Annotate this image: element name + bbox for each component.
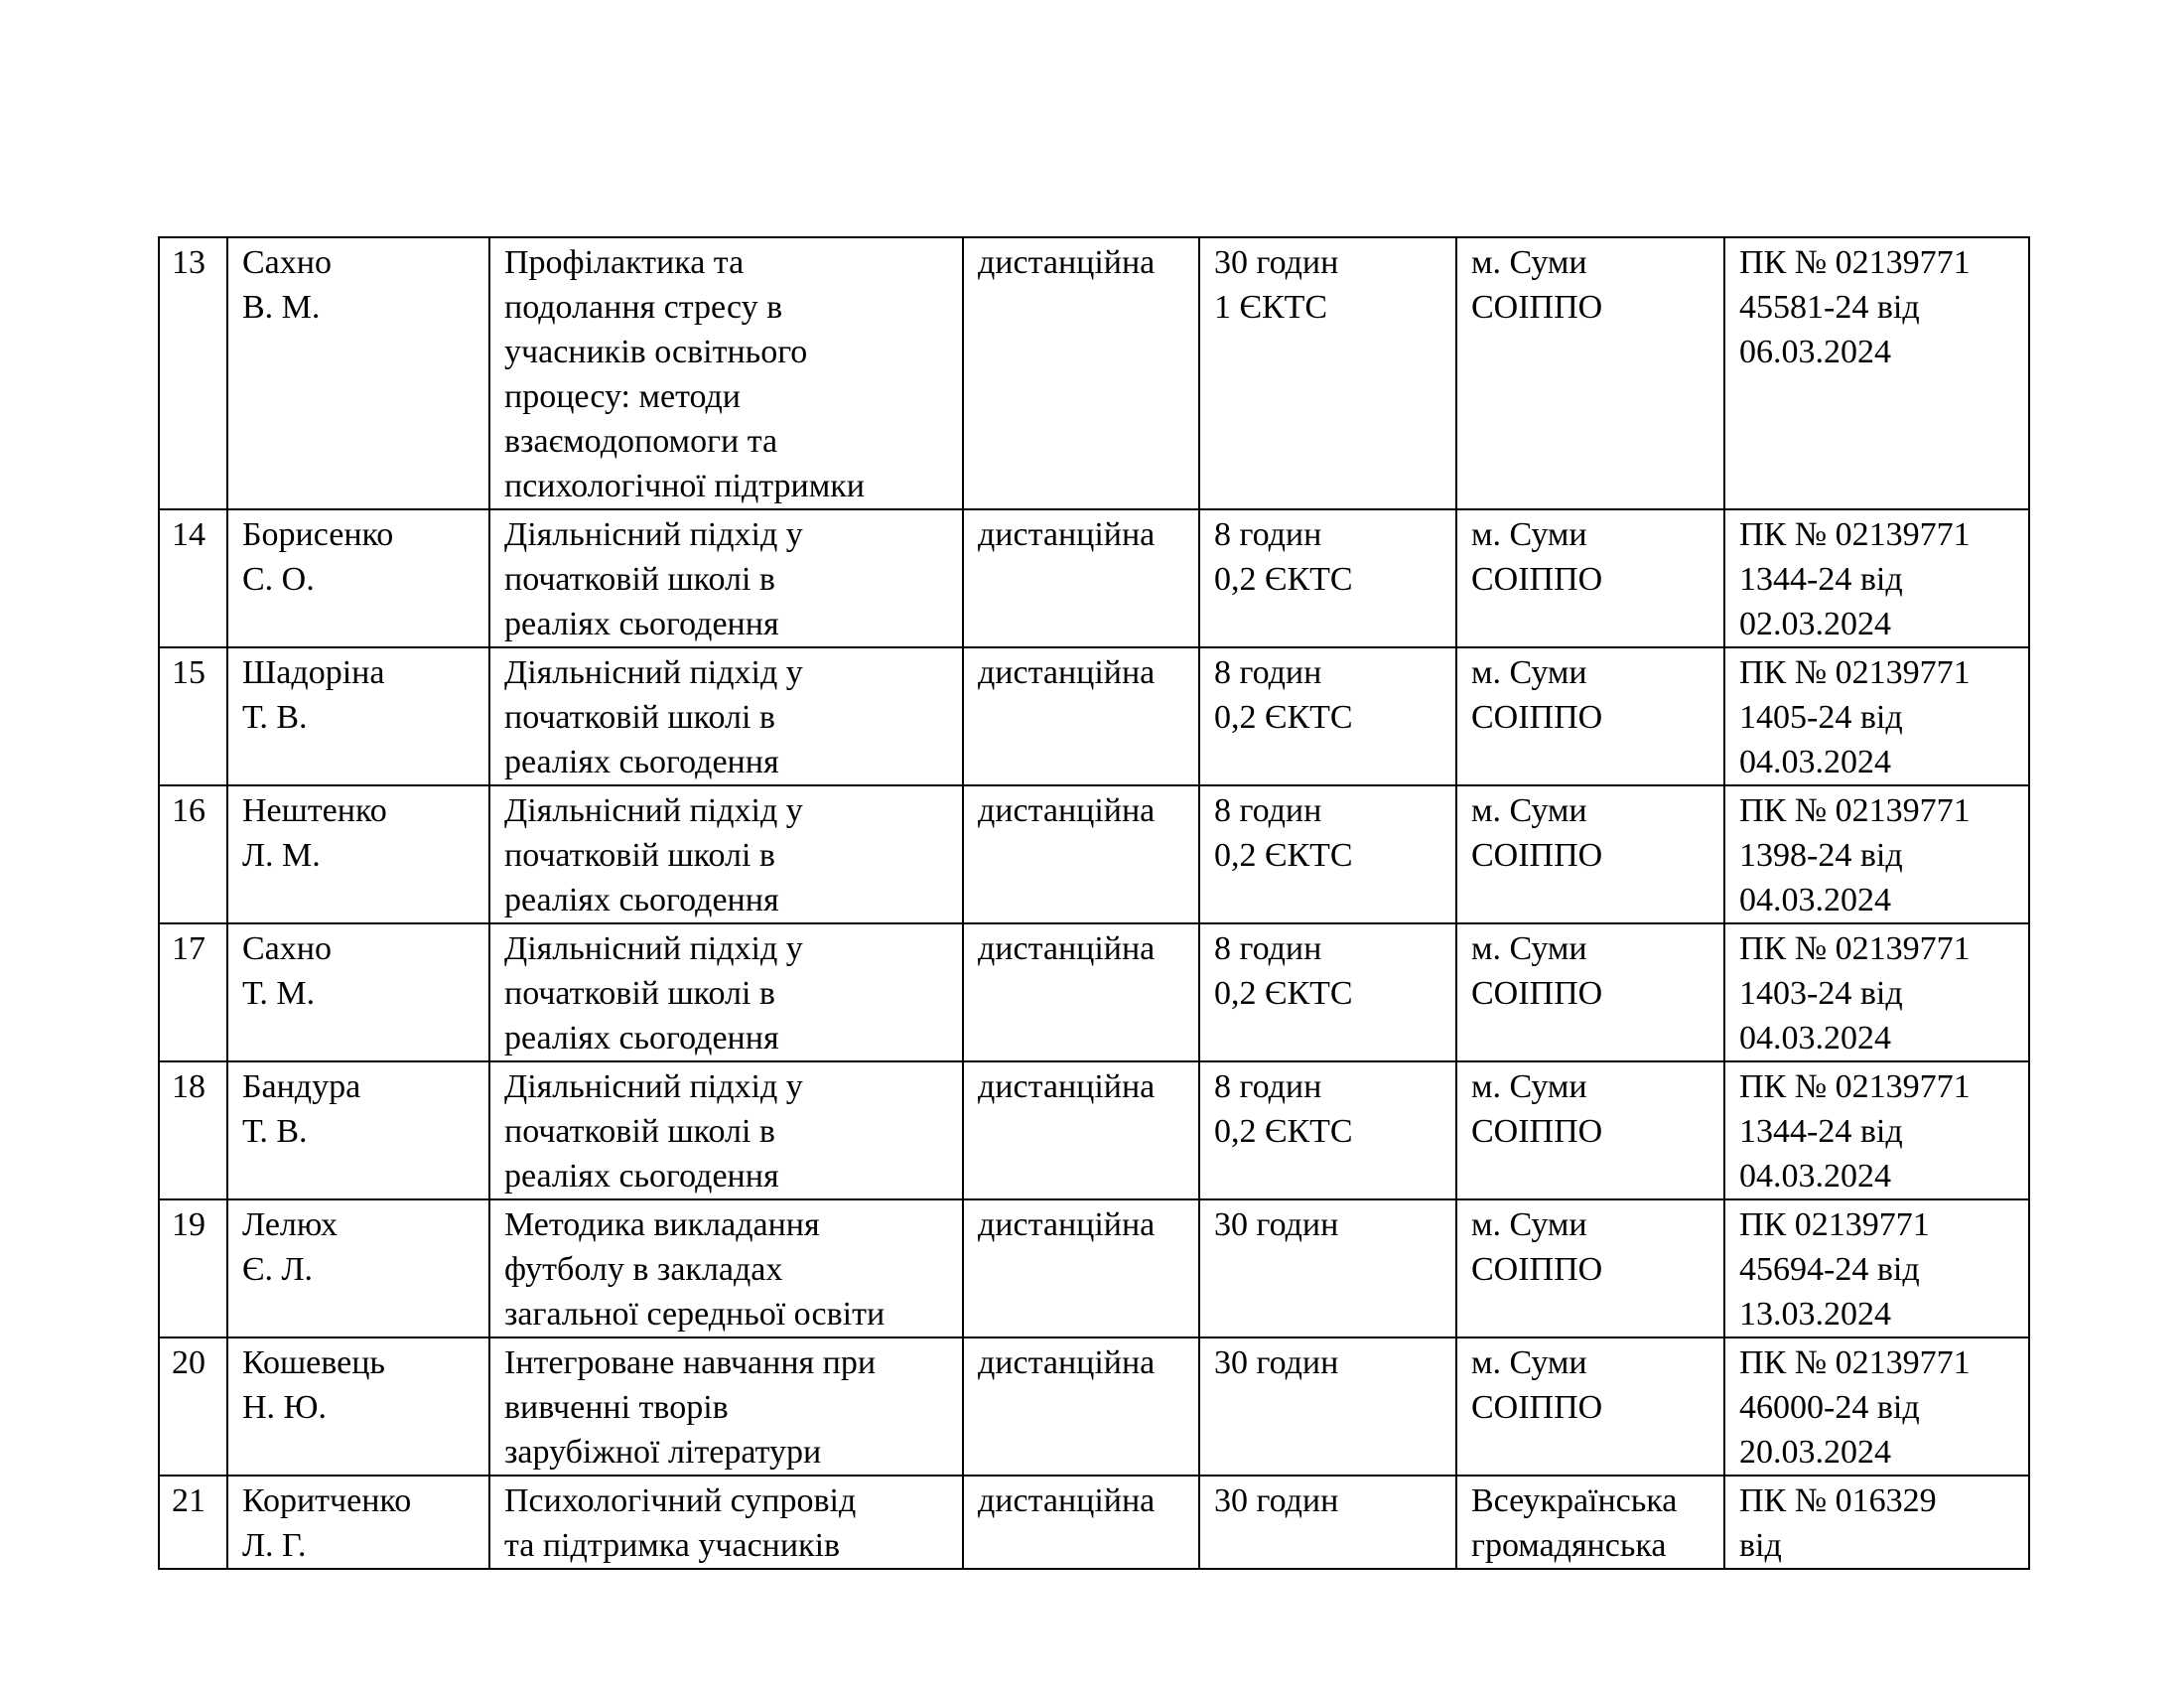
certificate-info: ПК 02139771 45694-24 від 13.03.2024 [1724,1199,2029,1337]
teacher-name: Лелюх Є. Л. [227,1199,489,1337]
teacher-name: Сахно В. М. [227,237,489,509]
course-title: Методика викладання футболу в закладах загальної середньої освіти [489,1199,963,1337]
certificate-info: ПК № 02139771 45581-24 від 06.03.2024 [1724,237,2029,509]
table-row [159,647,2029,785]
course-hours: 8 годин 0,2 ЄКТС [1199,1061,1456,1199]
row-number: 14 [159,509,227,647]
certificate-info: ПК № 02139771 1403-24 від 04.03.2024 [1724,923,2029,1061]
study-form: дистанційна [963,1199,1199,1337]
course-hours: 8 годин 0,2 ЄКТС [1199,647,1456,785]
study-form: дистанційна [963,1061,1199,1199]
course-hours: 30 годин [1199,1199,1456,1337]
table-row [159,509,2029,647]
certificate-info: ПК № 016329 від [1724,1476,2029,1569]
provider-location: м. Суми СОІППО [1456,923,1724,1061]
certificate-info: ПК № 02139771 1405-24 від 04.03.2024 [1724,647,2029,785]
teacher-name: Сахно Т. М. [227,923,489,1061]
provider-location: м. Суми СОІППО [1456,1061,1724,1199]
table-body [159,237,2029,1569]
teacher-name: Борисенко С. О. [227,509,489,647]
table-row [159,1199,2029,1337]
certificate-info: ПК № 02139771 1344-24 від 02.03.2024 [1724,509,2029,647]
provider-location: м. Суми СОІППО [1456,1199,1724,1337]
table-row [159,1337,2029,1476]
course-title: Діяльнісний підхід у початковій школі в реаліях сьогодення [489,785,963,923]
row-number: 18 [159,1061,227,1199]
course-title: Діяльнісний підхід у початковій школі в реаліях сьогодення [489,1061,963,1199]
study-form: дистанційна [963,785,1199,923]
row-number: 17 [159,923,227,1061]
course-hours: 30 годин [1199,1337,1456,1476]
table-row [159,785,2029,923]
study-form: дистанційна [963,1476,1199,1569]
table-row [159,1476,2029,1569]
study-form: дистанційна [963,237,1199,509]
course-title: Діяльнісний підхід у початковій школі в реаліях сьогодення [489,509,963,647]
study-form: дистанційна [963,647,1199,785]
row-number: 19 [159,1199,227,1337]
course-title: Інтегроване навчання при вивченні творів зарубіжної літератури [489,1337,963,1476]
teacher-name: Нештенко Л. М. [227,785,489,923]
teacher-name: Кошевець Н. Ю. [227,1337,489,1476]
row-number: 20 [159,1337,227,1476]
table-row [159,923,2029,1061]
course-title: Діяльнісний підхід у початковій школі в реаліях сьогодення [489,923,963,1061]
certificate-info: ПК № 02139771 1344-24 від 04.03.2024 [1724,1061,2029,1199]
row-number: 13 [159,237,227,509]
teacher-name: Шадоріна Т. В. [227,647,489,785]
provider-location: м. Суми СОІППО [1456,509,1724,647]
study-form: дистанційна [963,923,1199,1061]
course-hours: 30 годин 1 ЄКТС [1199,237,1456,509]
row-number: 21 [159,1476,227,1569]
teacher-name: Бандура Т. В. [227,1061,489,1199]
certificate-info: ПК № 02139771 1398-24 від 04.03.2024 [1724,785,2029,923]
row-number: 15 [159,647,227,785]
course-title: Психологічний супровід та підтримка учасників [489,1476,963,1569]
provider-location: м. Суми СОІППО [1456,785,1724,923]
row-number: 16 [159,785,227,923]
provider-location: м. Суми СОІППО [1456,1337,1724,1476]
certificate-info: ПК № 02139771 46000-24 від 20.03.2024 [1724,1337,2029,1476]
study-form: дистанційна [963,509,1199,647]
course-hours: 30 годин [1199,1476,1456,1569]
table-row [159,237,2029,509]
course-hours: 8 годин 0,2 ЄКТС [1199,923,1456,1061]
provider-location: м. Суми СОІППО [1456,647,1724,785]
table-row [159,1061,2029,1199]
training-records-table [158,236,2030,1570]
course-hours: 8 годин 0,2 ЄКТС [1199,509,1456,647]
provider-location: Всеукраїнська громадянська [1456,1476,1724,1569]
course-title: Діяльнісний підхід у початковій школі в реаліях сьогодення [489,647,963,785]
course-hours: 8 годин 0,2 ЄКТС [1199,785,1456,923]
provider-location: м. Суми СОІППО [1456,237,1724,509]
course-title: Профілактика та подолання стресу в учасників освітнього процесу: методи взаємодопомоги та психологічної підтримки [489,237,963,509]
teacher-name: Коритченко Л. Г. [227,1476,489,1569]
study-form: дистанційна [963,1337,1199,1476]
